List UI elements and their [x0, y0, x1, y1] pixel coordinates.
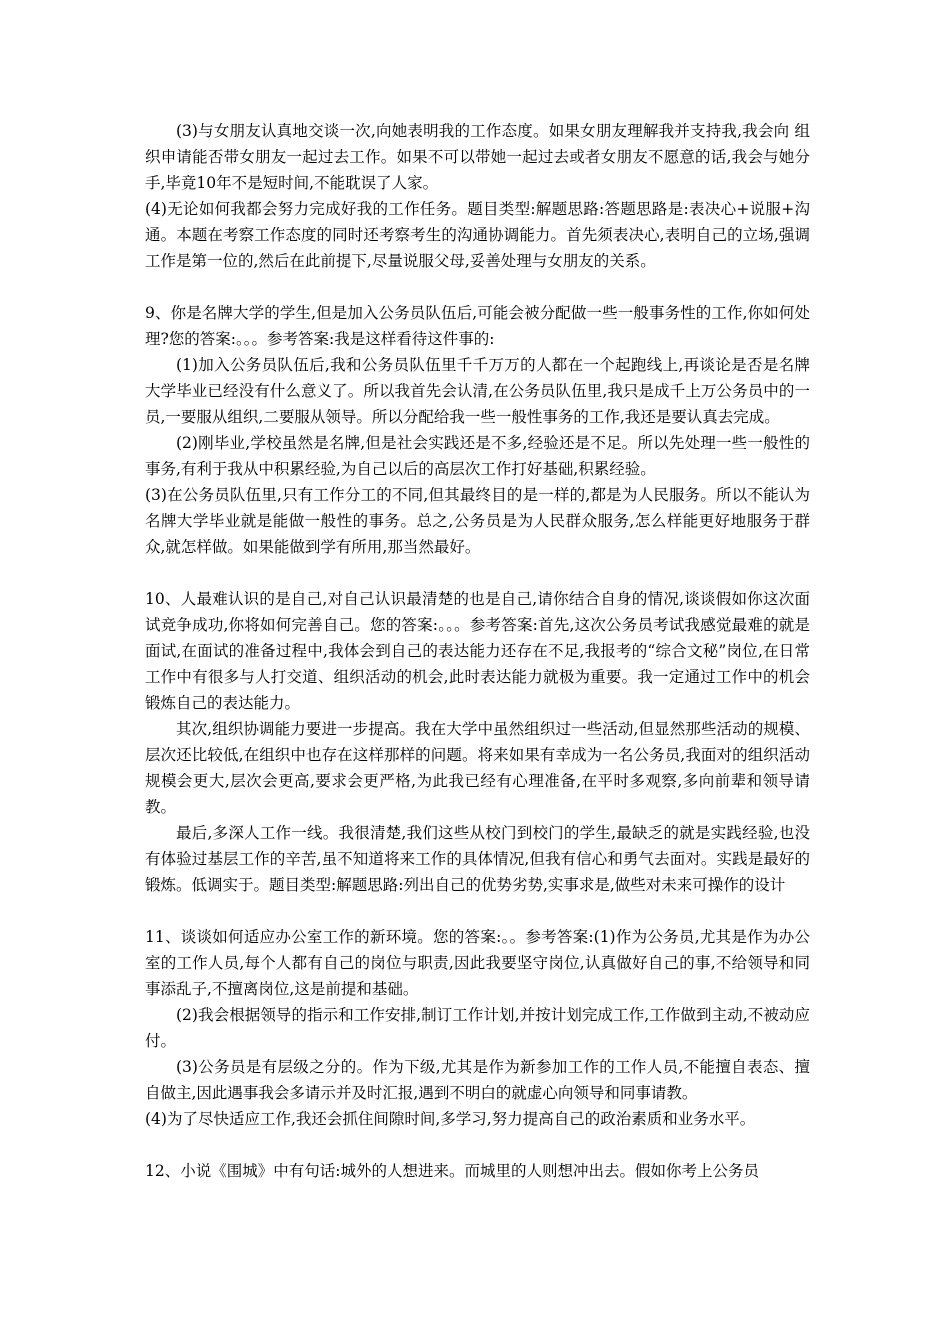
paragraph-q8-point4: (4)无论如何我都会努力完成好我的工作任务。题目类型:解题思路:答题思路是:表决心+说服+沟通。本题在考察工作态度的同时还考察考生的沟通协调能力。首先须表决心,表明自己的立场,强调工作是第一位的,然后在此前提下,尽量说服父母,妥善处理与女朋友的关系。	[145, 200, 810, 270]
paragraph-q11-point4: (4)为了尽快适应工作,我还会抓住间隙时间,多学习,努力提高自己的政治素质和业务水平。	[145, 1110, 756, 1128]
paragraph-q10-last: 最后,多深人工作一线。我很清楚,我们这些从校门到校门的学生,最缺乏的就是实践经验,也没有体验过基层工作的辛苦,虽不知道将来工作的具体情况,但我有信心和勇气去面对。实践是最好的锻炼。低调实于。题目类型:解题思路:列出自己的优势劣势,实事求是,做些对未来可操作的设计	[145, 824, 810, 894]
paragraph-q11-point3: (3)公务员是有层级之分的。作为下级,尤其是作为新参加工作的工作人员,不能擅自表态、擅自做主,因此遇事我会多请示并及时汇报,遇到不明白的就虚心向领导和同事请教。	[145, 1058, 810, 1102]
paragraph-q10-second: 其次,组织协调能力要进一步提高。我在大学中虽然组织过一些活动,但显然那些活动的规模、层次还比较低,在组织中也存在这样那样的问题。将来如果有幸成为一名公务员,我面对的组织活动规模会更大,层次会更高,要求会更严格,为此我已经有心理准备,在平时多观察,多向前辈和领导请教。	[145, 720, 810, 816]
paragraph-q9-point3: (3)在公务员队伍里,只有工作分工的不同,但其最终目的是一样的,都是为人民服务。所以不能认为名牌大学毕业就是能做一般性的事务。总之,公务员是为人民群众服务,怎么样能更好地服务于群众,就怎样做。如果能做到学有所用,那当然最好。	[145, 486, 810, 556]
paragraph-q9-point1: (1)加入公务员队伍后,我和公务员队伍里千千万万的人都在一个起跑线上,再谈论是否是名牌大学毕业已经没有什么意义了。所以我首先会认清,在公务员队伍里,我只是成千上万公务员中的一员,一要服从组织,二要服从领导。所以分配给我一些一般性事务的工作,我还是要认真去完成。	[145, 356, 810, 426]
paragraph-q8-point3: (3)与女朋友认真地交谈一次,向她表明我的工作态度。如果女朋友理解我并支持我,我会向 组织申请能否带女朋友一起过去工作。如果不可以带她一起过去或者女朋友不愿意的话,我会与她分 手,毕竟10年不是短时间,不能耽误了人家。	[145, 122, 815, 192]
paragraph-q11-question: 11、谈谈如何适应办公室工作的新环境。您的答案:。。参考答案:(1)作为公务员,尤其是作为办公室的工作人员,每个人都有自己的岗位与职责,因此我要坚守岗位,认真做好自己的事,不给领导和同事添乱子,不擅离岗位,这是前提和基础。	[145, 928, 810, 998]
document-page	[145, 118, 815, 1184]
paragraph-spacer	[145, 898, 810, 924]
paragraph-q11-point2: (2)我会根据领导的指示和工作安排,制订工作计划,并按计划完成工作,工作做到主动,不被动应付。	[145, 1006, 810, 1050]
paragraph-spacer	[145, 560, 810, 586]
paragraph-q9-question: 9、你是名牌大学的学生,但是加入公务员队伍后,可能会被分配做一些一般事务性的工作,你如何处理?您的答案:。。。参考答案:我是这样看待这件事的:	[145, 304, 810, 348]
paragraph-q10-question: 10、人最难认识的是自己,对自己认识最清楚的也是自己,请你结合自身的情况,谈谈假如你这次面试竞争成功,你将如何完善自己。您的答案:。。。参考答案:首先,这次公务员考试我感觉最难的就是面试,在面试的准备过程中,我体会到自己的表达能力还存在不足,我报考的“综合文秘”岗位,在日常工作中有很多与人打交道、组织活动的机会,此时表达能力就极为重要。我一定通过工作中的机会锻炼自己的表达能力。	[145, 590, 810, 712]
paragraph-q12-question: 12、小说《围城》中有句话:城外的人想进来。而城里的人则想冲出去。假如你考上公务员	[145, 1162, 759, 1180]
paragraph-q9-point2: (2)刚毕业,学校虽然是名牌,但是社会实践还是不多,经验还是不足。所以先处理一些一般性的事务,有利于我从中积累经验,为自己以后的高层次工作打好基础,积累经验。	[145, 434, 810, 478]
paragraph-spacer	[145, 1132, 810, 1158]
paragraph-spacer	[145, 274, 810, 300]
